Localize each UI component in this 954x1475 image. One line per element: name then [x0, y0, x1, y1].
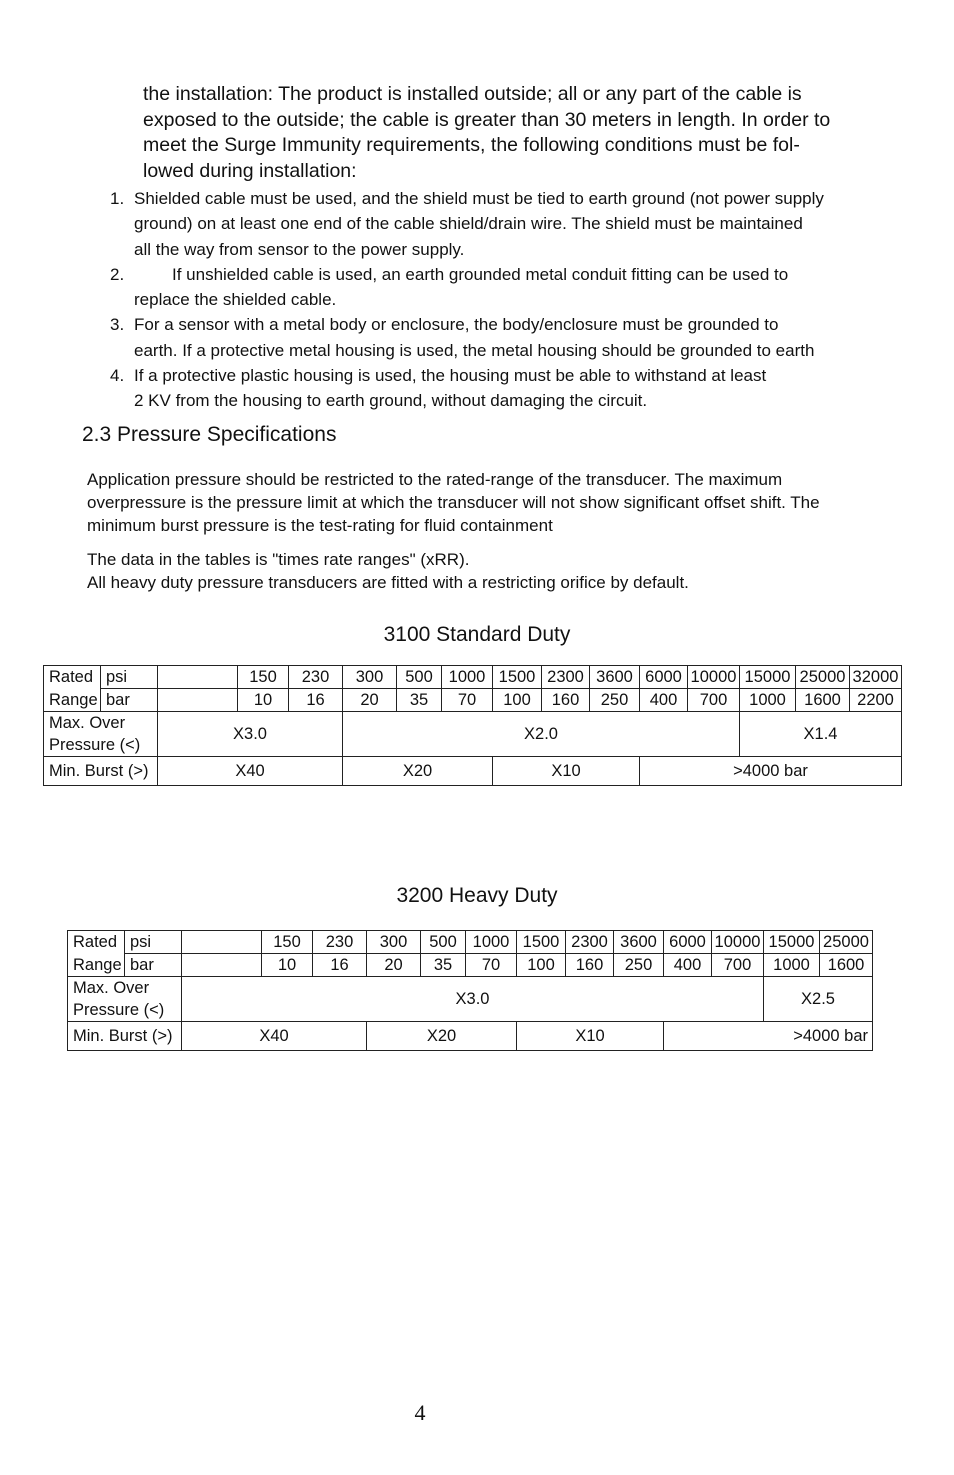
table-cell: X20 [367, 1022, 517, 1051]
over-pressure-label [68, 977, 182, 1022]
table-cell: 700 [688, 689, 740, 712]
burst-label: Min. Burst (>) [68, 1022, 182, 1051]
list-number: 2. [110, 264, 125, 284]
table-cell: >4000 bar [640, 757, 902, 786]
list-number: 1. [110, 189, 125, 208]
table-row [68, 931, 873, 954]
table-cell: 1600 [796, 689, 850, 712]
table-cell: 2300 [566, 931, 614, 954]
table-heavy-duty [67, 930, 873, 1051]
table-title-standard: 3100 Standard Duty [383, 623, 571, 646]
table-cell: 250 [614, 954, 664, 977]
table-row [68, 1022, 873, 1051]
table-cell: 16 [313, 954, 367, 977]
paragraph-line: overpressure is the pressure limit at which the transducer will not show significant offset shift. The [87, 493, 820, 512]
table-cell: X20 [343, 757, 493, 786]
table-cell: 100 [517, 954, 566, 977]
table-cell: 6000 [640, 666, 688, 689]
table-row [44, 757, 902, 786]
table-cell: >4000 bar [664, 1022, 873, 1051]
table-cell: X40 [182, 1022, 367, 1051]
table-row [68, 954, 873, 977]
list-line: all the way from sensor to the power supply. [134, 239, 465, 259]
paragraph-line: All heavy duty pressure transducers are fitted with a restricting orifice by default. [87, 573, 689, 592]
label-line: Max. Over [49, 714, 126, 732]
list-item [110, 363, 880, 414]
table-cell: 1500 [493, 666, 542, 689]
table-cell: 3600 [590, 666, 640, 689]
list-line: If a protective plastic housing is used, the housing must be able to withstand at least [134, 366, 767, 386]
table-cell: 20 [367, 954, 421, 977]
over-pressure-label [44, 712, 158, 757]
list-item [110, 262, 880, 313]
table-cell: 1000 [764, 954, 820, 977]
intro-line: exposed to the outside; the cable is greater than 30 meters in length. In order to [143, 108, 831, 131]
table-cell: 1000 [466, 931, 517, 954]
table-cell: 1500 [517, 931, 566, 954]
spec-paragraph [87, 468, 887, 537]
note-paragraph [87, 548, 887, 594]
table-cell: X2.0 [343, 712, 740, 757]
list-line: For a sensor with a metal body or enclosure, the body/enclosure must be grounded to [134, 315, 779, 335]
paragraph-line: Application pressure should be restricted to the rated-range of the transducer. The maximum [87, 470, 783, 489]
table-cell: 500 [421, 931, 466, 954]
list-line: replace the shielded cable. [134, 290, 337, 310]
list-line: earth. If a protective metal housing is used, the metal housing should be grounded to earth [134, 340, 815, 360]
table-cell: X2.5 [764, 977, 873, 1022]
table-cell: 35 [397, 689, 442, 712]
paragraph-line: The data in the tables is "times rate ranges" (xRR). [87, 550, 470, 569]
table-cell: X1.4 [740, 712, 902, 757]
table-cell: 300 [343, 666, 397, 689]
table-cell: 250 [590, 689, 640, 712]
table-cell: 70 [466, 954, 517, 977]
intro-paragraph [143, 82, 873, 184]
table-cell: X40 [158, 757, 343, 786]
table-cell: X10 [517, 1022, 664, 1051]
table-cell: 400 [664, 954, 712, 977]
table-row [44, 689, 902, 712]
table-cell: 16 [289, 689, 343, 712]
bar-label: bar [101, 689, 158, 712]
table-row [44, 666, 902, 689]
table-cell: 300 [367, 931, 421, 954]
intro-line: lowed during installation: [143, 159, 357, 182]
psi-label: psi [125, 931, 182, 954]
table-cell: 400 [640, 689, 688, 712]
list-line: ground) on at least one end of the cable shield/drain wire. The shield must be maintained [134, 214, 803, 234]
table-cell: 700 [712, 954, 764, 977]
list-number: 3. [110, 315, 125, 335]
table-cell: 32000 [850, 666, 902, 689]
table-cell: 10000 [712, 931, 764, 954]
table-cell [182, 931, 262, 954]
table-cell: 500 [397, 666, 442, 689]
table-cell: 15000 [740, 666, 796, 689]
label-line: Max. Over [73, 979, 150, 997]
table-cell: 1000 [740, 689, 796, 712]
table-cell: 35 [421, 954, 466, 977]
table-cell: 20 [343, 689, 397, 712]
table-row [44, 712, 902, 757]
table-cell: 230 [313, 931, 367, 954]
table-cell: 6000 [664, 931, 712, 954]
table-cell [182, 954, 262, 977]
table-cell: X10 [493, 757, 640, 786]
table-cell: 1000 [442, 666, 493, 689]
page-number: 4 [414, 1400, 426, 1425]
table-cell: 160 [542, 689, 590, 712]
list-item [110, 186, 880, 262]
table-cell: 10 [262, 954, 313, 977]
list-line: Shielded cable must be used, and the shield must be tied to earth ground (not power supply [134, 189, 824, 208]
table-cell: 3600 [614, 931, 664, 954]
table-cell [158, 689, 238, 712]
table-cell: 160 [566, 954, 614, 977]
table-cell: 10000 [688, 666, 740, 689]
list-number: 4. [110, 366, 125, 386]
label-line: Pressure (<) [49, 736, 141, 754]
table-cell: 2200 [850, 689, 902, 712]
table-title-heavy: 3200 Heavy Duty [396, 884, 558, 907]
rated-label: Rated [68, 931, 125, 954]
paragraph-line: minimum burst pressure is the test-rating for fluid containment [87, 516, 553, 535]
table-cell: 1600 [820, 954, 873, 977]
table-cell: 15000 [764, 931, 820, 954]
table-cell: X3.0 [158, 712, 343, 757]
label-line: Pressure (<) [73, 1001, 165, 1019]
table-cell: 25000 [820, 931, 873, 954]
list-item [110, 312, 880, 363]
bar-label: bar [125, 954, 182, 977]
table-cell [158, 666, 238, 689]
rated-label: Rated [44, 666, 101, 689]
section-heading: 2.3 Pressure Specifications [82, 423, 337, 446]
table-cell: 2300 [542, 666, 590, 689]
psi-label: psi [101, 666, 158, 689]
table-cell: 10 [238, 689, 289, 712]
conditions-list [110, 186, 880, 414]
table-cell: X3.0 [182, 977, 764, 1022]
list-line: If unshielded cable is used, an earth grounded metal conduit fitting can be used to [172, 264, 789, 284]
intro-line: the installation: The product is installed outside; all or any part of the cable is [143, 83, 802, 105]
range-label: Range [68, 954, 125, 977]
table-cell: 100 [493, 689, 542, 712]
burst-label: Min. Burst (>) [44, 757, 158, 786]
intro-line: meet the Surge Immunity requirements, the following conditions must be fol- [143, 134, 800, 156]
table-cell: 150 [262, 931, 313, 954]
table-row [68, 977, 873, 1022]
table-cell: 70 [442, 689, 493, 712]
list-line: 2 KV from the housing to earth ground, without damaging the circuit. [134, 391, 648, 411]
table-cell: 25000 [796, 666, 850, 689]
table-standard-duty [43, 665, 902, 786]
table-cell: 150 [238, 666, 289, 689]
table-cell: 230 [289, 666, 343, 689]
range-label: Range [44, 689, 101, 712]
